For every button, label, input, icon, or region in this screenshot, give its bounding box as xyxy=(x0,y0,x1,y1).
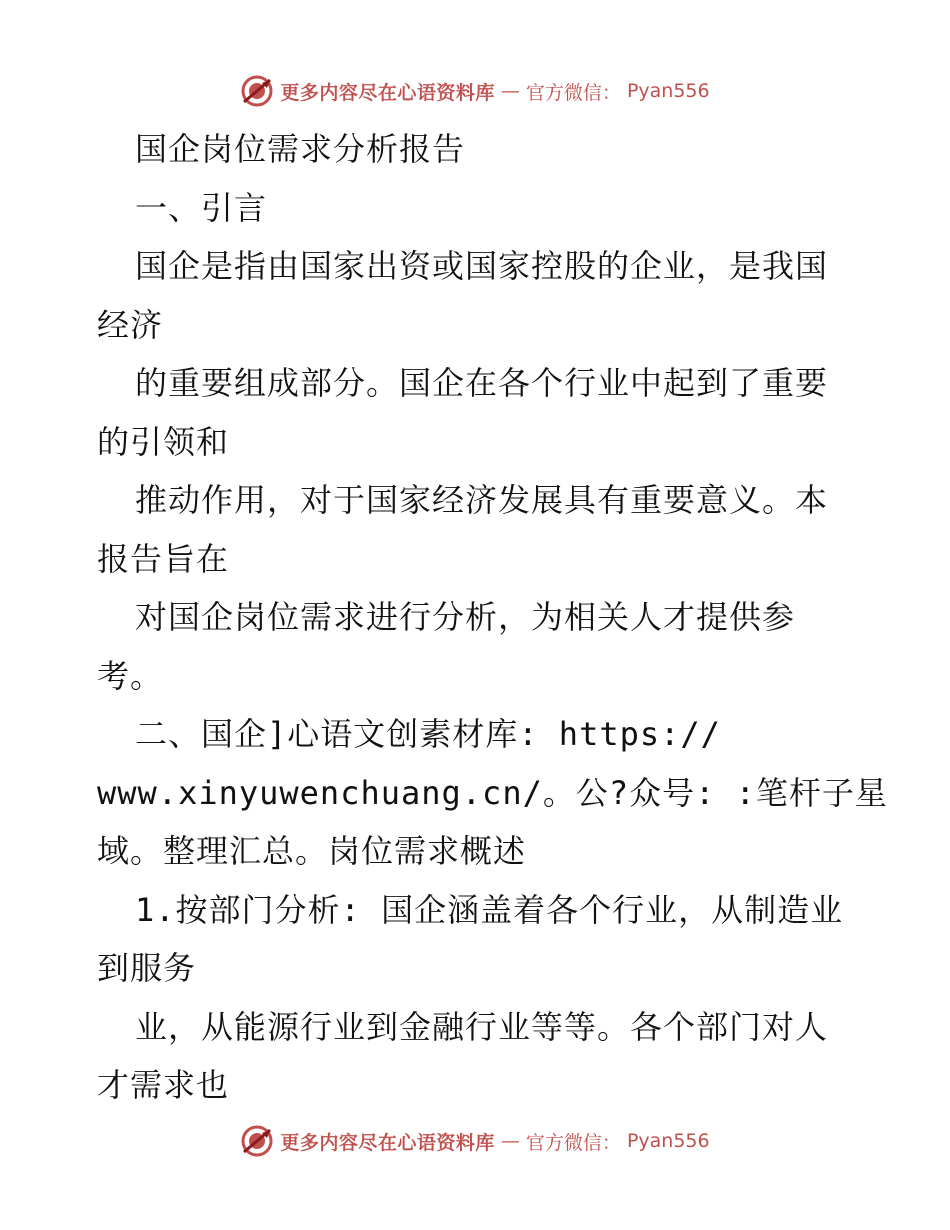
paragraph-line: 报告旨在 xyxy=(97,539,230,578)
seal-logo-icon xyxy=(240,1124,274,1158)
paragraph-line: 考。 xyxy=(97,656,164,695)
watermark-brand: 更多内容尽在心语资料库 xyxy=(280,81,495,104)
paragraph-line: 推动作用，对于国家经济发展具有重要意义。本 xyxy=(135,481,829,519)
watermark-handle: Pyan556 xyxy=(626,80,710,102)
paragraph-line: www.xinyuwenchuang.cn/。公?众号: :笔杆子星 xyxy=(97,773,888,812)
paragraph-line: 对国企岗位需求进行分析，为相关人才提供参 xyxy=(135,598,796,636)
watermark-contact-label: 官方微信： xyxy=(525,81,621,104)
paragraph-line: 经济 xyxy=(97,305,164,344)
watermark-brand: 更多内容尽在心语资料库 xyxy=(280,1131,495,1154)
paragraph-line: 业，从能源行业到金融行业等等。各个部门对人 xyxy=(135,1007,829,1046)
paragraph-line: 的重要组成部分。国企在各个行业中起到了重要 xyxy=(135,364,829,402)
paragraph-line: 的引领和 xyxy=(97,422,230,461)
document-title: 国企岗位需求分析报告 xyxy=(135,130,466,168)
seal-logo-icon xyxy=(240,74,274,108)
watermark-handle: Pyan556 xyxy=(626,1130,710,1152)
paragraph-line: 才需求也 xyxy=(97,1066,230,1104)
section-heading-overview: 二、国企]心语文创素材库: https:// xyxy=(135,715,721,753)
watermark-dash: — xyxy=(500,80,520,102)
paragraph-line: 1.按部门分析: 国企涵盖着各个行业，从制造业 xyxy=(135,890,844,929)
document-body xyxy=(97,120,888,1115)
paragraph-line: 国企是指由国家出资或国家控股的企业，是我国 xyxy=(135,247,829,285)
footer-watermark xyxy=(0,1120,950,1162)
header-watermark xyxy=(0,70,950,112)
section-heading-intro: 一、引言 xyxy=(135,188,268,227)
watermark-dash: — xyxy=(500,1130,520,1152)
paragraph-line: 到服务 xyxy=(97,949,197,987)
paragraph-line: 域。整理汇总。岗位需求概述 xyxy=(97,832,527,870)
watermark-contact-label: 官方微信： xyxy=(525,1131,621,1154)
